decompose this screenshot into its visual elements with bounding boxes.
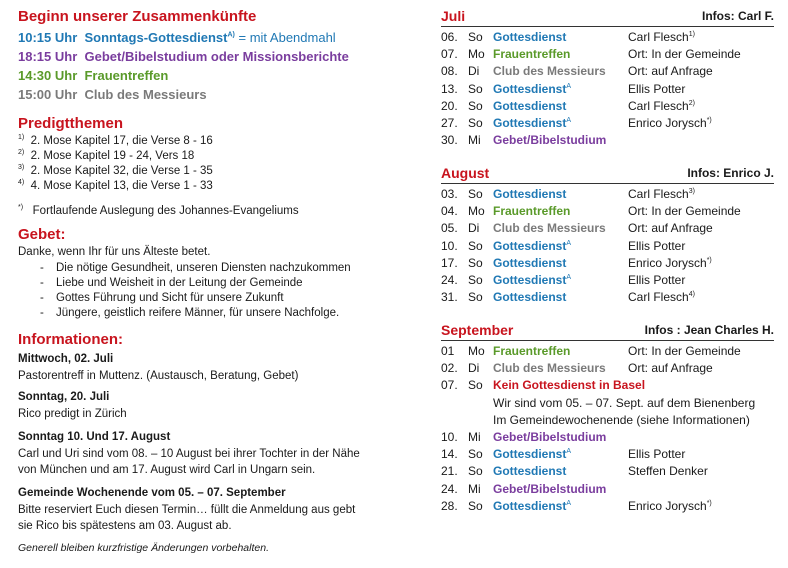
event-date: 04. [441,204,458,219]
event-date: 02. [441,361,458,376]
info-text: Carl und Uri sind vom 08. – 10 August bei ihrer Tochter in der Nähe [18,448,360,460]
event-date: 14. [441,447,458,462]
month-header [441,165,774,183]
event-date: 27. [441,116,458,130]
info-heading: Mittwoch, 02. Juli [18,353,114,365]
event-date: 30. [441,133,458,148]
event-weekday: Mo [468,47,485,62]
event-row [441,221,774,238]
event-weekday: So [468,238,483,253]
event-title: Kein Gottesdienst in Basel [493,378,646,393]
event-date: 07. [441,378,458,393]
event-weekday: Di [468,64,480,79]
event-date: 01 [441,344,455,358]
event-row [441,290,774,307]
info-heading: Sonntag 10. Und 17. August [18,431,171,443]
event-note: Carl Flesch$^{1)}$ [628,30,695,44]
schedule-mens-club: 15:00 Uhr Club des Messieurs [18,87,207,102]
event-row [441,30,774,47]
event-date: 05. [441,221,458,236]
event-weekday: Mi [468,133,481,148]
info-text: Pastorentreff in Muttenz. (Austausch, Beratung, Gebet) [18,370,299,382]
info-heading: Gemeinde Wochenende vom 05. – 07. September [18,487,286,499]
information-title: Informationen: [18,331,123,348]
event-weekday: So [468,116,483,130]
event-row [441,447,774,464]
event-note: Ort: auf Anfrage [628,64,713,79]
info-text: von München und am 17. August wird Carl in Ungarn sein. [18,464,316,476]
event-title: Gebet/Bibelstudium [493,430,607,444]
event-title: Gottesdienst$^A$ [493,447,572,462]
event-note: Ort: auf Anfrage [628,361,713,376]
info-heading: Sonntag, 20. Juli [18,391,110,403]
event-row [441,430,774,447]
event-title: Im Gemeindewochenende (siehe Informationen) [493,412,750,427]
prayer-title: Gebet: [18,226,66,243]
event-title: Gebet/Bibelstudium [493,481,607,496]
event-row [441,273,774,290]
event-weekday: So [468,290,483,305]
event-title: Club des Messieurs [493,64,606,79]
event-row [441,413,774,430]
sermon-topic: $^{1)}$ 2. Mose Kapitel 17, die Verse 8 - 16 [18,134,213,147]
event-row [441,499,774,516]
event-row [441,464,774,481]
event-title: Gottesdienst [493,255,567,270]
event-date: 20. [441,98,458,113]
event-row [441,99,774,116]
month-info: Infos : Jean Charles H. [644,323,774,337]
event-note: Ort: auf Anfrage [628,221,713,236]
info-text: Rico predigt in Zürich [18,408,127,420]
event-date: 10. [441,238,458,253]
event-title: Gottesdienst$^A$ [493,81,572,96]
event-weekday: Mi [468,430,481,444]
info-text: sie Rico bis spätestens am 03. August ab. [18,520,232,532]
event-row [441,396,774,413]
sermon-topic: $^{3)}$ 2. Mose Kapitel 32, die Verse 1 - 35 [18,164,213,177]
event-weekday: So [468,98,483,113]
event-note: Carl Flesch$^{4)}$ [628,290,695,305]
event-date: 24. [441,273,458,287]
event-title: Gebet/Bibelstudium [493,133,607,148]
month-divider [441,183,774,184]
footer-note: Generell bleiben kurzfristige Änderungen vorbehalten. [18,542,269,554]
event-note: Ort: In der Gemeinde [628,204,741,219]
schedule-prayer-study: 18:15 Uhr Gebet/Bibelstudium oder Missionsberichte [18,49,349,64]
event-row [441,116,774,133]
event-weekday: So [468,30,483,44]
month-divider [441,26,774,27]
event-title: Gottesdienst [493,187,567,201]
month-info: Infos: Carl F. [701,9,774,23]
event-title: Frauentreffen [493,344,571,358]
sermon-topics-title: Predigtthemen [18,115,124,132]
event-title: Gottesdienst [493,290,567,305]
event-weekday: So [468,498,483,513]
sermon-note: *) Fortlaufende Auslegung des Johannes-Evangeliums [18,204,299,217]
event-title: Gottesdienst [493,98,567,113]
meetings-title: Beginn unserer Zusammenkünfte [18,8,257,25]
schedule-sunday-service: 10:15 Uhr Sonntags-Gottesdienst$^{A)}$ = mit Abendmahl [18,30,336,45]
event-date: 08. [441,64,458,79]
event-note: Steffen Denker [628,464,708,479]
sermon-topic: $^{4)}$ 4. Mose Kapitel 13, die Verse 1 - 33 [18,179,213,192]
event-weekday: Mo [468,204,485,219]
event-note: Ellis Potter [628,81,686,96]
event-weekday: Mo [468,344,485,358]
event-row [441,204,774,221]
event-date: 17. [441,255,458,270]
event-title: Club des Messieurs [493,221,606,236]
event-title: Wir sind vom 05. – 07. Sept. auf dem Bienenberg [493,395,756,410]
event-date: 06. [441,30,458,44]
event-note: Ort: In der Gemeinde [628,47,741,62]
event-date: 03. [441,187,458,201]
schedule-women-meeting: 14:30 Uhr Frauentreffen [18,68,169,83]
event-note: Enrico Jorysch*) [628,116,712,130]
event-date: 10. [441,430,458,444]
sermon-topic: $^{2)}$ 2. Mose Kapitel 19 - 24, Vers 18 [18,149,195,162]
event-weekday: Di [468,221,480,236]
event-row [441,47,774,64]
event-weekday: So [468,255,483,270]
event-weekday: Di [468,361,480,376]
event-weekday: So [468,464,483,479]
event-row [441,361,774,378]
event-note: Ellis Potter [628,447,686,462]
event-title: Gottesdienst$^A$ [493,498,572,513]
event-note: Enrico Jorysch*) [628,498,712,513]
month-name: September [441,322,514,338]
event-row [441,344,774,361]
event-date: 31. [441,290,458,305]
event-title: Club des Messieurs [493,361,606,376]
event-date: 13. [441,81,458,96]
month-divider [441,340,774,341]
event-note: Carl Flesch$^{2)}$ [628,98,695,113]
event-title: Gottesdienst$^A$ [493,273,572,287]
event-row [441,482,774,499]
event-note: Ellis Potter [628,238,686,253]
event-row [441,378,774,395]
info-text: Bitte reserviert Euch diesen Termin… füllt die Anmeldung aus gebt [18,504,356,516]
event-weekday: So [468,81,483,96]
event-row [441,82,774,99]
month-name: August [441,165,490,181]
event-note: Carl Flesch$^{3)}$ [628,187,695,201]
event-title: Frauentreffen [493,47,571,62]
month-name: Juli [441,8,466,24]
event-note: Enrico Jorysch*) [628,255,712,270]
event-row [441,187,774,204]
event-title: Gottesdienst$^A$ [493,238,572,253]
event-date: 07. [441,47,458,62]
event-title: Gottesdienst [493,464,567,479]
event-note: Ort: In der Gemeinde [628,344,741,358]
event-date: 24. [441,481,458,496]
month-info: Infos: Enrico J. [687,166,774,180]
event-row [441,133,774,150]
event-weekday: Mi [468,481,481,496]
event-title: Gottesdienst$^A$ [493,116,572,130]
event-title: Frauentreffen [493,204,571,219]
event-date: 28. [441,498,458,513]
event-weekday: So [468,187,483,201]
event-row [441,256,774,273]
event-note: Ellis Potter [628,273,686,287]
event-weekday: So [468,273,483,287]
prayer-intro: Danke, wenn Ihr für uns Älteste betet. [18,246,211,258]
event-weekday: So [468,378,483,393]
event-weekday: So [468,447,483,462]
month-header [441,322,774,340]
event-title: Gottesdienst [493,30,567,44]
event-row [441,64,774,81]
month-header [441,8,774,26]
event-row [441,239,774,256]
event-date: 21. [441,464,458,479]
